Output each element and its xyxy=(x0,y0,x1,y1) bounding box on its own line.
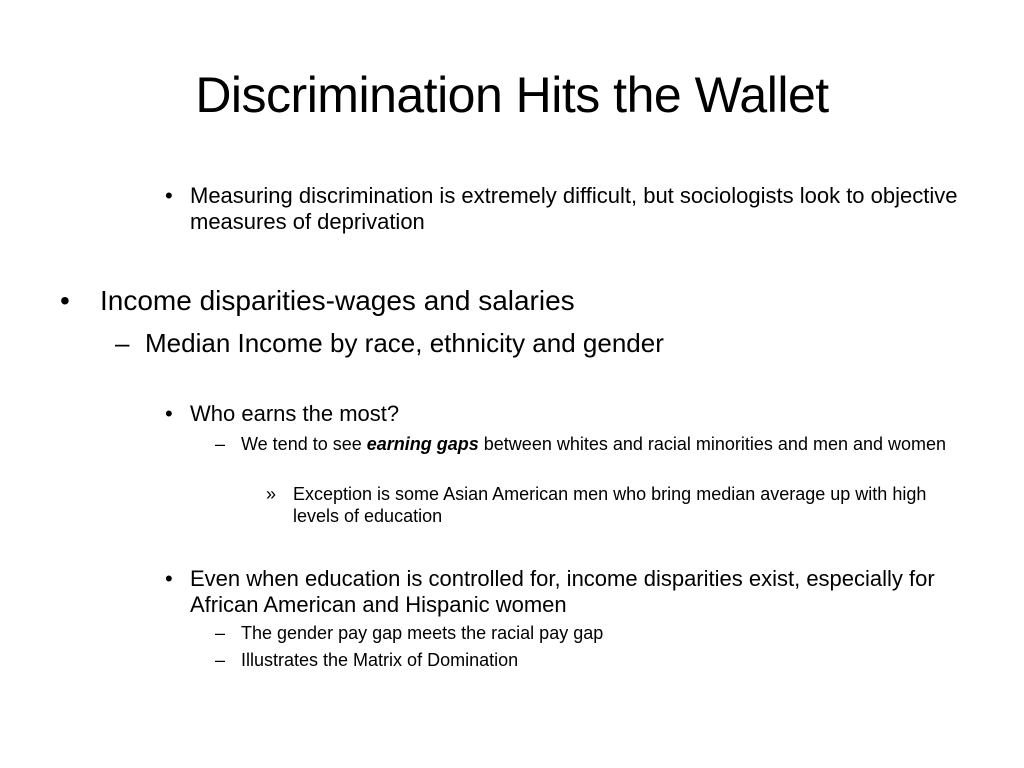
bullet-text: Median Income by race, ethnicity and gender xyxy=(145,328,664,358)
bullet-text: Even when education is controlled for, income disparities exist, especially for African American and Hispanic women xyxy=(190,566,935,617)
bullet-text: Who earns the most? xyxy=(190,401,400,426)
bullet-marker: • xyxy=(165,401,173,426)
dash-marker: – xyxy=(215,434,226,454)
bullet-text: Exception is some Asian American men who bring median average up with high levels of education xyxy=(293,484,927,526)
bullet-text: The gender pay gap meets the racial pay gap xyxy=(241,623,604,643)
slide-title: Discrimination Hits the Wallet xyxy=(195,67,829,123)
bullet-marker: • xyxy=(165,183,173,208)
bullet-text-before: We tend to see xyxy=(241,434,367,454)
chevron-marker: » xyxy=(266,484,277,504)
bullet-text-after: between whites and racial minorities and men and women xyxy=(478,434,947,454)
dash-marker: – xyxy=(215,623,226,643)
dash-marker: – xyxy=(115,328,130,358)
bullet-marker: • xyxy=(60,285,70,316)
bullet-text: Illustrates the Matrix of Domination xyxy=(241,650,519,670)
bullet-text: Measuring discrimination is extremely difficult, but sociologists look to objective measures of deprivation xyxy=(190,183,958,234)
bullet-text: Income disparities-wages and salaries xyxy=(100,285,575,316)
dash-marker: – xyxy=(215,650,226,670)
emphasis-text: earning gaps xyxy=(366,434,479,454)
bullet-text xyxy=(241,433,961,455)
bullet-marker: • xyxy=(165,566,173,591)
